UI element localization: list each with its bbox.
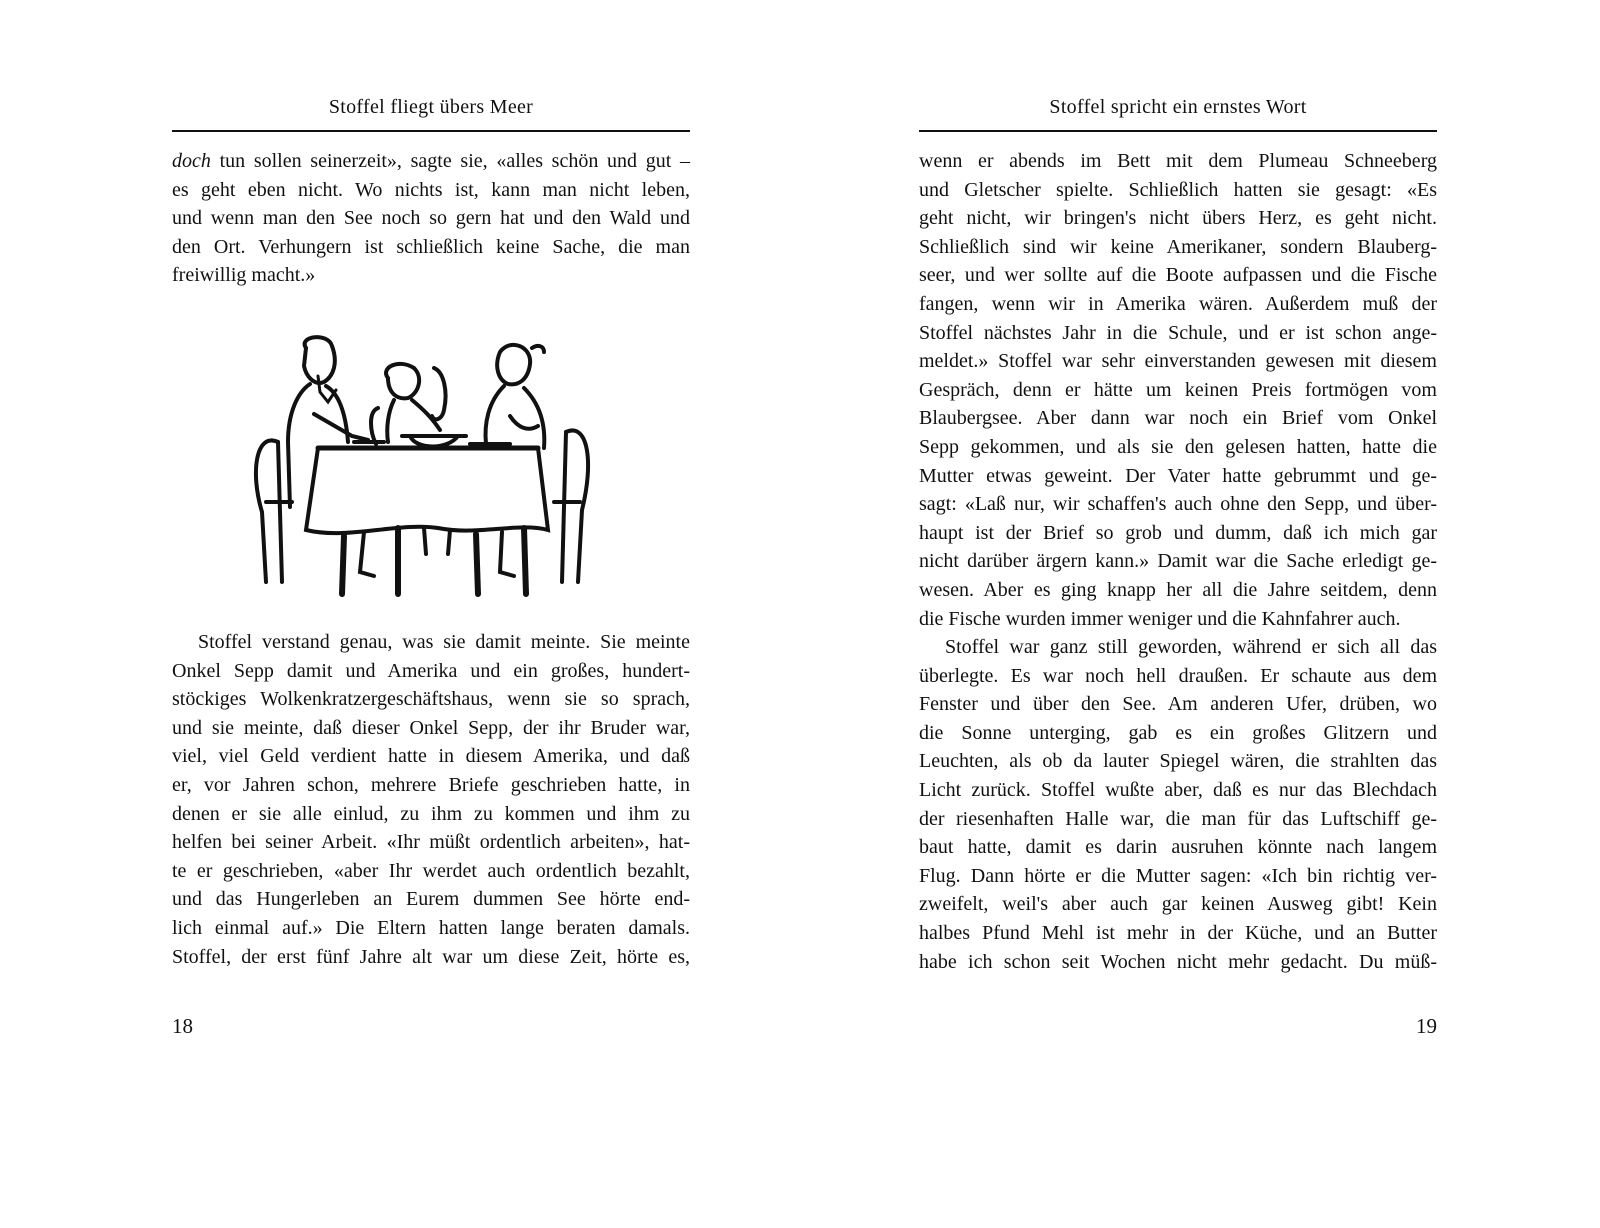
text-line: Schließlich sind wir keine Amerikaner, sondern Blauberg- xyxy=(919,235,1437,258)
text-line: es geht eben nicht. Wo nichts ist, kann man nicht leben, xyxy=(172,178,690,201)
text-line: wenn er abends im Bett mit dem Plumeau Schneeberg xyxy=(919,150,1437,172)
text-line: Stoffel verstand genau, was sie damit meinte. Sie meinte xyxy=(198,631,690,653)
text-line: helfen bei seiner Arbeit. «Ihr müßt ordentlich arbeiten», hat- xyxy=(172,831,690,854)
right-paragraphs xyxy=(919,147,1437,976)
text-line: Sepp gekommen, und als sie den gelesen hatten, hatte die xyxy=(919,435,1437,458)
text-line: Flug. Dann hörte er die Mutter sagen: «Ich bin richtig ver- xyxy=(919,864,1437,887)
text-line: Blaubergsee. Aber dann war noch ein Brief vom Onkel xyxy=(919,407,1437,430)
text-line: halbes Pfund Mehl ist mehr in der Küche, und an Butter xyxy=(919,922,1437,945)
text-line: viel, viel Geld verdient hatte in diesem Amerika, und daß xyxy=(172,745,690,768)
text-line: geht nicht, wir bringen's nicht übers Herz, es geht nicht. xyxy=(919,207,1437,230)
left-page xyxy=(172,0,690,1228)
text-line: denen er sie alle einlud, zu ihm zu kommen und ihm zu xyxy=(172,802,690,825)
text-line: er, vor Jahren schon, mehrere Briefe geschrieben hatte, in xyxy=(172,773,690,796)
text-line: te er geschrieben, «aber Ihr werdet auch ordentlich bezahlt, xyxy=(172,859,690,882)
text-line: Licht zurück. Stoffel wußte aber, daß es nur das Blechdach xyxy=(919,779,1437,802)
text-line: haupt ist der Brief so grob und dumm, daß ich mich gar xyxy=(919,521,1437,544)
text-line: überlegte. Es war noch hell draußen. Er schaute aus dem xyxy=(919,664,1437,687)
text-line: nicht darüber ärgern kann.» Damit war die Sache erledigt ge- xyxy=(919,550,1437,573)
running-head-left: Stoffel fliegt übers Meer xyxy=(328,96,534,118)
text-line: Stoffel, der erst fünf Jahre alt war um diese Zeit, hörte es, xyxy=(172,945,690,968)
text-line: seer, und wer sollte auf die Boote aufpassen und die Fische xyxy=(919,264,1437,287)
text-line: sagt: «Laß nur, wir schaffen's auch ohne den Sepp, und über- xyxy=(919,493,1437,516)
text-line: und wenn man den See noch so gern hat und den Wald und xyxy=(172,207,690,230)
text-line: Fenster und über den See. Am anderen Ufer, drüben, wo xyxy=(919,693,1437,716)
text-line: und Gletscher spielte. Schließlich hatten sie gesagt: «Es xyxy=(919,178,1437,201)
text-line: fangen, wenn wir in Amerika wären. Außerdem muß der xyxy=(919,292,1437,315)
left-top-paragraph xyxy=(172,147,690,290)
text-line: Mutter etwas geweint. Der Vater hatte gebrummt und ge- xyxy=(919,464,1437,487)
page-number-right: 19 xyxy=(1416,1014,1437,1038)
text-line: stöckiges Wolkenkratzergeschäftshaus, wenn sie so sprach, xyxy=(172,688,690,711)
head-rule-left xyxy=(172,130,690,132)
text-line: Onkel Sepp damit und Amerika und ein großes, hundert- xyxy=(172,659,690,682)
running-head-right: Stoffel spricht ein ernstes Wort xyxy=(1049,96,1307,118)
text-line: habe ich schon seit Wochen nicht mehr gedacht. Du müß- xyxy=(919,950,1437,973)
italic-word: doch xyxy=(172,150,211,172)
text-line: Leuchten, als ob da lauter Spiegel wären, die strahlten das xyxy=(919,750,1437,773)
text-line: die Sonne unterging, gab es ein großes Glitzern und xyxy=(919,721,1437,744)
text-line: baut hatte, damit es darin ausruhen könnte nach langem xyxy=(919,836,1437,859)
text-line: und das Hungerleben an Eurem dummen See hörte end- xyxy=(172,888,690,911)
text-line: und sie meinte, daß dieser Onkel Sepp, der ihr Bruder war, xyxy=(172,716,690,739)
text-line: zweifelt, weil's aber auch gar keinen Ausweg gibt! Kein xyxy=(919,893,1437,916)
text-line: meldet.» Stoffel war sehr einverstanden gewesen mit diesem xyxy=(919,350,1437,373)
head-rule-right xyxy=(919,130,1437,132)
right-page xyxy=(919,0,1437,1228)
text-line: der riesenhaften Halle war, die man für das Luftschiff ge- xyxy=(919,807,1437,830)
text-line: lich einmal auf.» Die Eltern hatten lange beraten damals. xyxy=(172,916,690,939)
page-number-left: 18 xyxy=(172,1014,193,1038)
family-table-illustration xyxy=(248,332,594,600)
text-line: Stoffel nächstes Jahr in die Schule, und er ist schon ange- xyxy=(919,321,1437,344)
text-line xyxy=(172,147,690,176)
text-line: freiwillig macht.» xyxy=(172,264,316,287)
text-line: die Fische wurden immer weniger und die Kahnfahrer auch. xyxy=(919,607,1401,630)
text-line: Stoffel war ganz still geworden, während er sich all das xyxy=(945,636,1437,659)
line-text: tun sollen seinerzeit», sagte sie, «alles schön und gut – xyxy=(210,150,690,172)
text-line: wesen. Aber es ging knapp her all die Jahre seitdem, denn xyxy=(919,578,1437,601)
text-line: den Ort. Verhungern ist schließlich keine Sache, die man xyxy=(172,235,690,258)
text-line: Gespräch, denn er hätte um keinen Preis fortmögen vom xyxy=(919,378,1437,401)
left-bottom-paragraph xyxy=(172,628,690,971)
